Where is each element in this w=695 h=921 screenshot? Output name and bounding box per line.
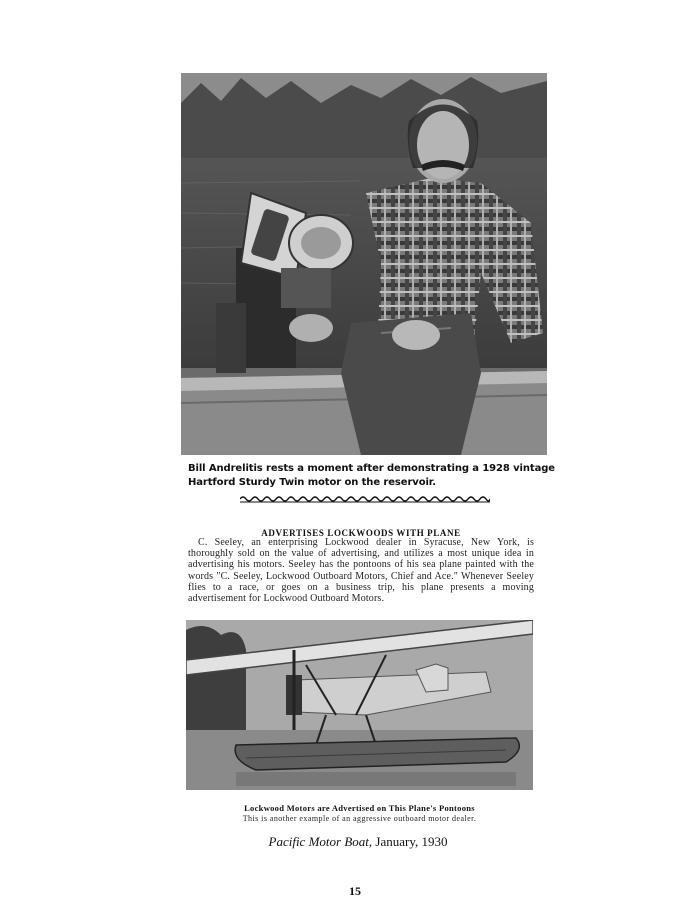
photo-man-with-outboard-motor — [181, 73, 547, 455]
photo1-caption-line-1: Bill Andrelitis rests a moment after demonstrating a 1928 vintage — [188, 463, 555, 474]
photo2-caption-subtitle: This is another example of an aggressive outboard motor dealer. — [242, 814, 477, 823]
photo-sea-plane — [186, 620, 533, 790]
page-number: 15 — [349, 884, 361, 898]
source-date: , January, 1930 — [368, 834, 448, 849]
photo1-caption-line-2: Hartford Sturdy Twin motor on the reservoir. — [188, 477, 436, 488]
decorative-divider — [240, 494, 490, 504]
photo2-caption-title: Lockwood Motors are Advertised on This Plane's Pontoons — [244, 803, 475, 813]
source-citation — [200, 834, 516, 850]
photo1-caption — [188, 462, 555, 490]
article-headline: ADVERTISES LOCKWOODS WITH PLANE — [261, 528, 461, 538]
article-body-text: C. Seeley, an enterprising Lockwood dealer in Syracuse, New York, is thoroughly sold on the value of advertising, and utilizes a most unique idea in advertising his motors. Seeley has the pontoons of his sea plane painted with the words "C. Seeley, Lockwood Outboard Motors, Chief and Ace." Whenever Seeley flies to a race, or goes on a business trip, his plane presents a moving advertisement for Lockwood Outboard Motors. — [188, 537, 534, 605]
article-body — [188, 537, 534, 604]
source-publication: Pacific Motor Boat — [268, 834, 369, 849]
